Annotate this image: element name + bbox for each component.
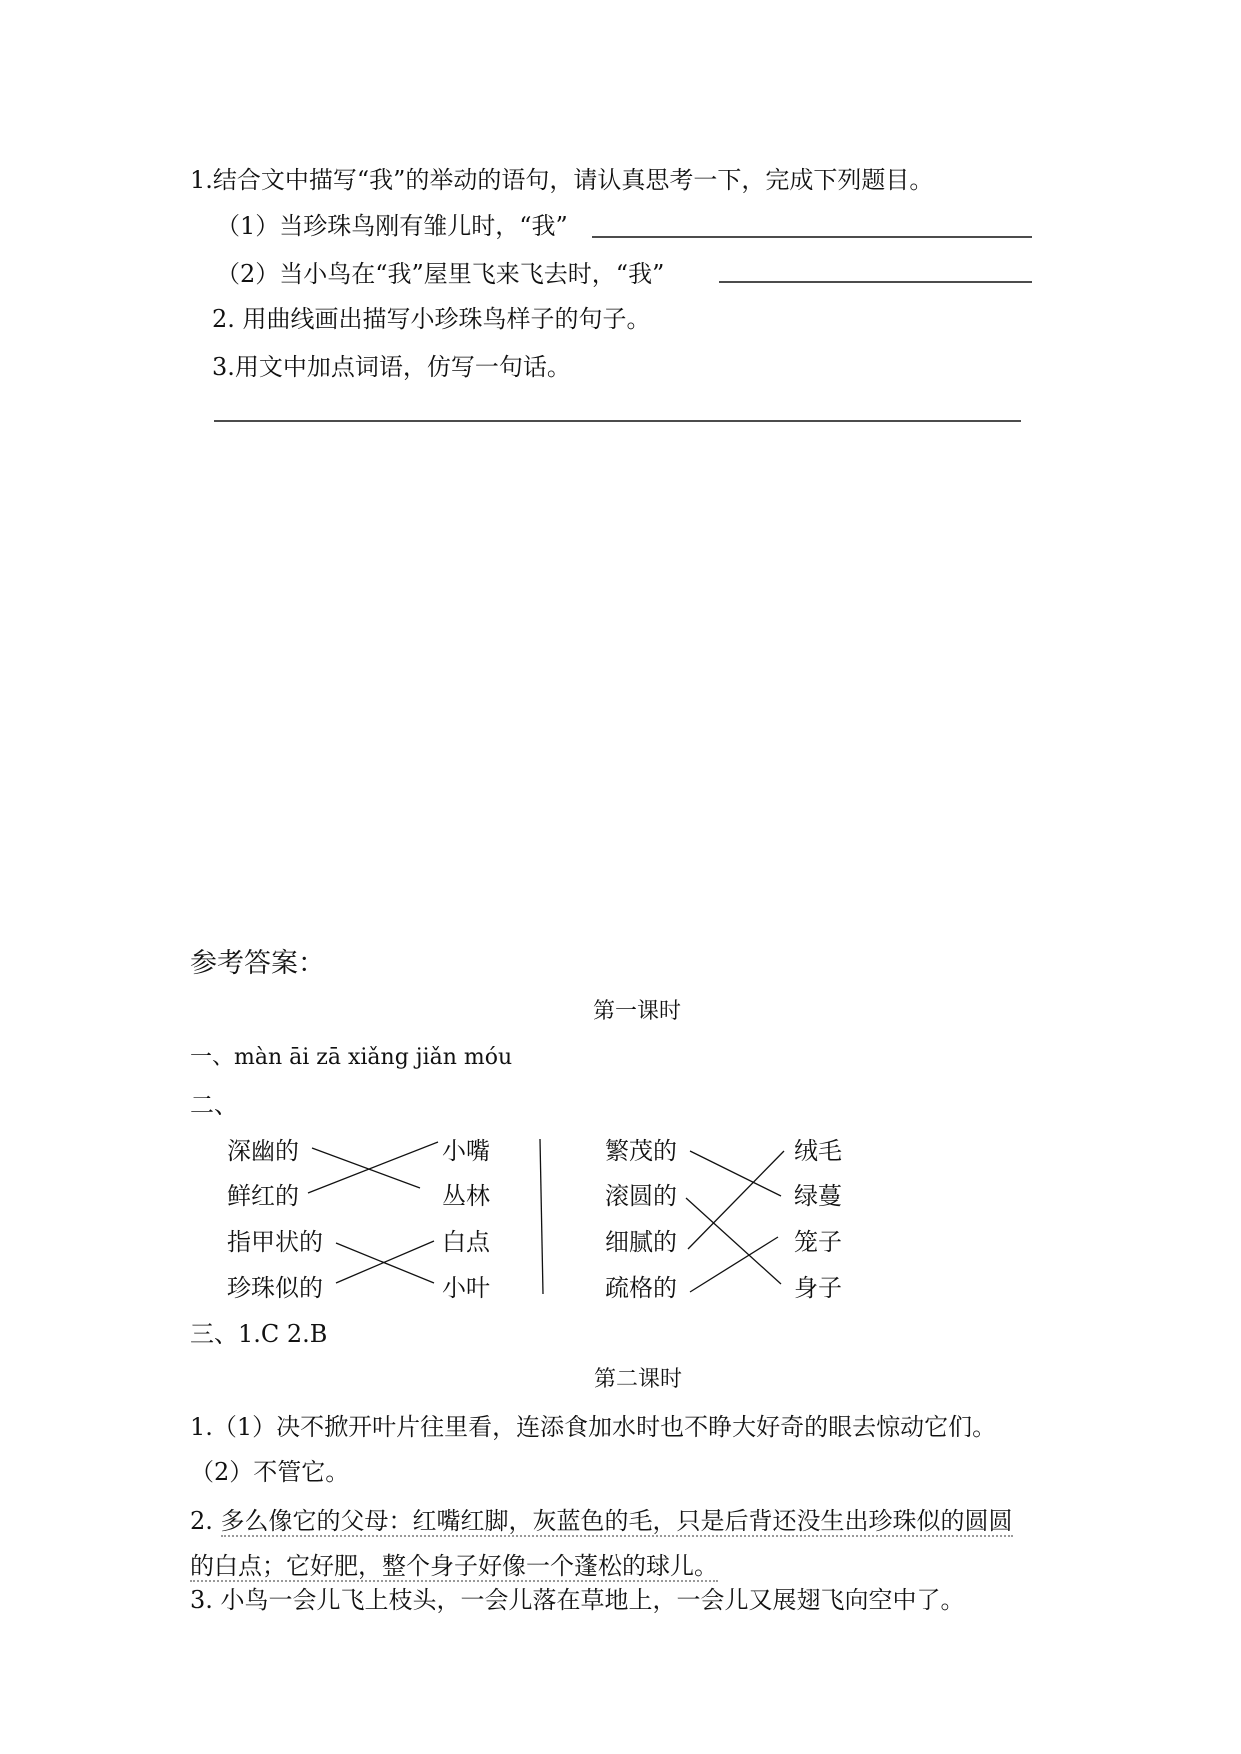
question-1-1: （1）当珍珠鸟刚有雏儿时，“我”: [216, 212, 568, 240]
lesson2-answer-1-1: 1.（1）决不掀开叶片往里看，连添食加水时也不睁大好奇的眼去惊动它们。: [190, 1413, 997, 1441]
lesson2-title: 第二课时: [593, 1367, 683, 1392]
match-right-word: 绿蔓: [794, 1182, 842, 1210]
question-1-2: （2）当小鸟在“我”屋里飞来飞去时，“我”: [216, 260, 665, 288]
match-right-word: 丛林: [442, 1182, 490, 1210]
match-right-word: 白点: [442, 1228, 490, 1256]
wavy-underlined-sentence: 的白点；它好肥，整个身子好像一个蓬松的球儿。: [190, 1552, 718, 1580]
lesson1-title: 第一课时: [592, 999, 682, 1024]
match-line: [686, 1198, 781, 1284]
lesson2-answer-2-line2: [190, 1552, 718, 1580]
match-left-word: 繁茂的: [605, 1137, 677, 1165]
match-right-word: 绒毛: [794, 1137, 842, 1165]
group-divider: [540, 1139, 543, 1294]
answers-heading: 参考答案：: [190, 948, 325, 979]
match-left-word: 珍珠似的: [227, 1274, 323, 1302]
match-line: [308, 1142, 438, 1193]
match-left-word: 滚圆的: [605, 1182, 677, 1210]
match-line: [312, 1148, 420, 1188]
question-2: 2. 用曲线画出描写小珍珠鸟样子的句子。: [212, 305, 651, 333]
match-line: [690, 1151, 781, 1196]
wavy-underlined-sentence: 多么像它的父母：红嘴红脚，灰蓝色的毛，只是后背还没生出珍珠似的圆圆: [220, 1507, 1013, 1535]
match-left-word: 疏格的: [605, 1274, 677, 1302]
match-line: [688, 1151, 784, 1249]
lesson2-answer-1-2: （2）不管它。: [190, 1458, 350, 1486]
match-line: [690, 1237, 778, 1292]
lesson1-part1: 一、màn āi zā xiǎng jiǎn móu: [190, 1045, 513, 1070]
match-left-word: 深幽的: [227, 1137, 299, 1165]
match-left-word: 指甲状的: [227, 1228, 323, 1256]
match-left-word: 鲜红的: [227, 1182, 299, 1210]
match-right-word: 笼子: [794, 1228, 842, 1256]
match-right-word: 身子: [794, 1274, 842, 1302]
match-right-word: 小叶: [442, 1274, 490, 1302]
question-1: 1.结合文中描写“我”的举动的语句，请认真思考一下，完成下列题目。: [190, 166, 934, 194]
lesson1-part3: 三、1.C 2.B: [190, 1320, 328, 1348]
match-left-word: 细腻的: [605, 1228, 677, 1256]
lesson2-answer-3: 3. 小鸟一会儿飞上枝头，一会儿落在草地上，一会儿又展翅飞向空中了。: [190, 1586, 965, 1614]
answer-number: 2.: [190, 1507, 221, 1535]
lesson1-part2-label: 二、: [190, 1091, 238, 1119]
question-3: 3.用文中加点词语，仿写一句话。: [212, 353, 571, 381]
lesson2-answer-2-line1: [190, 1507, 1013, 1535]
match-right-word: 小嘴: [442, 1137, 490, 1165]
